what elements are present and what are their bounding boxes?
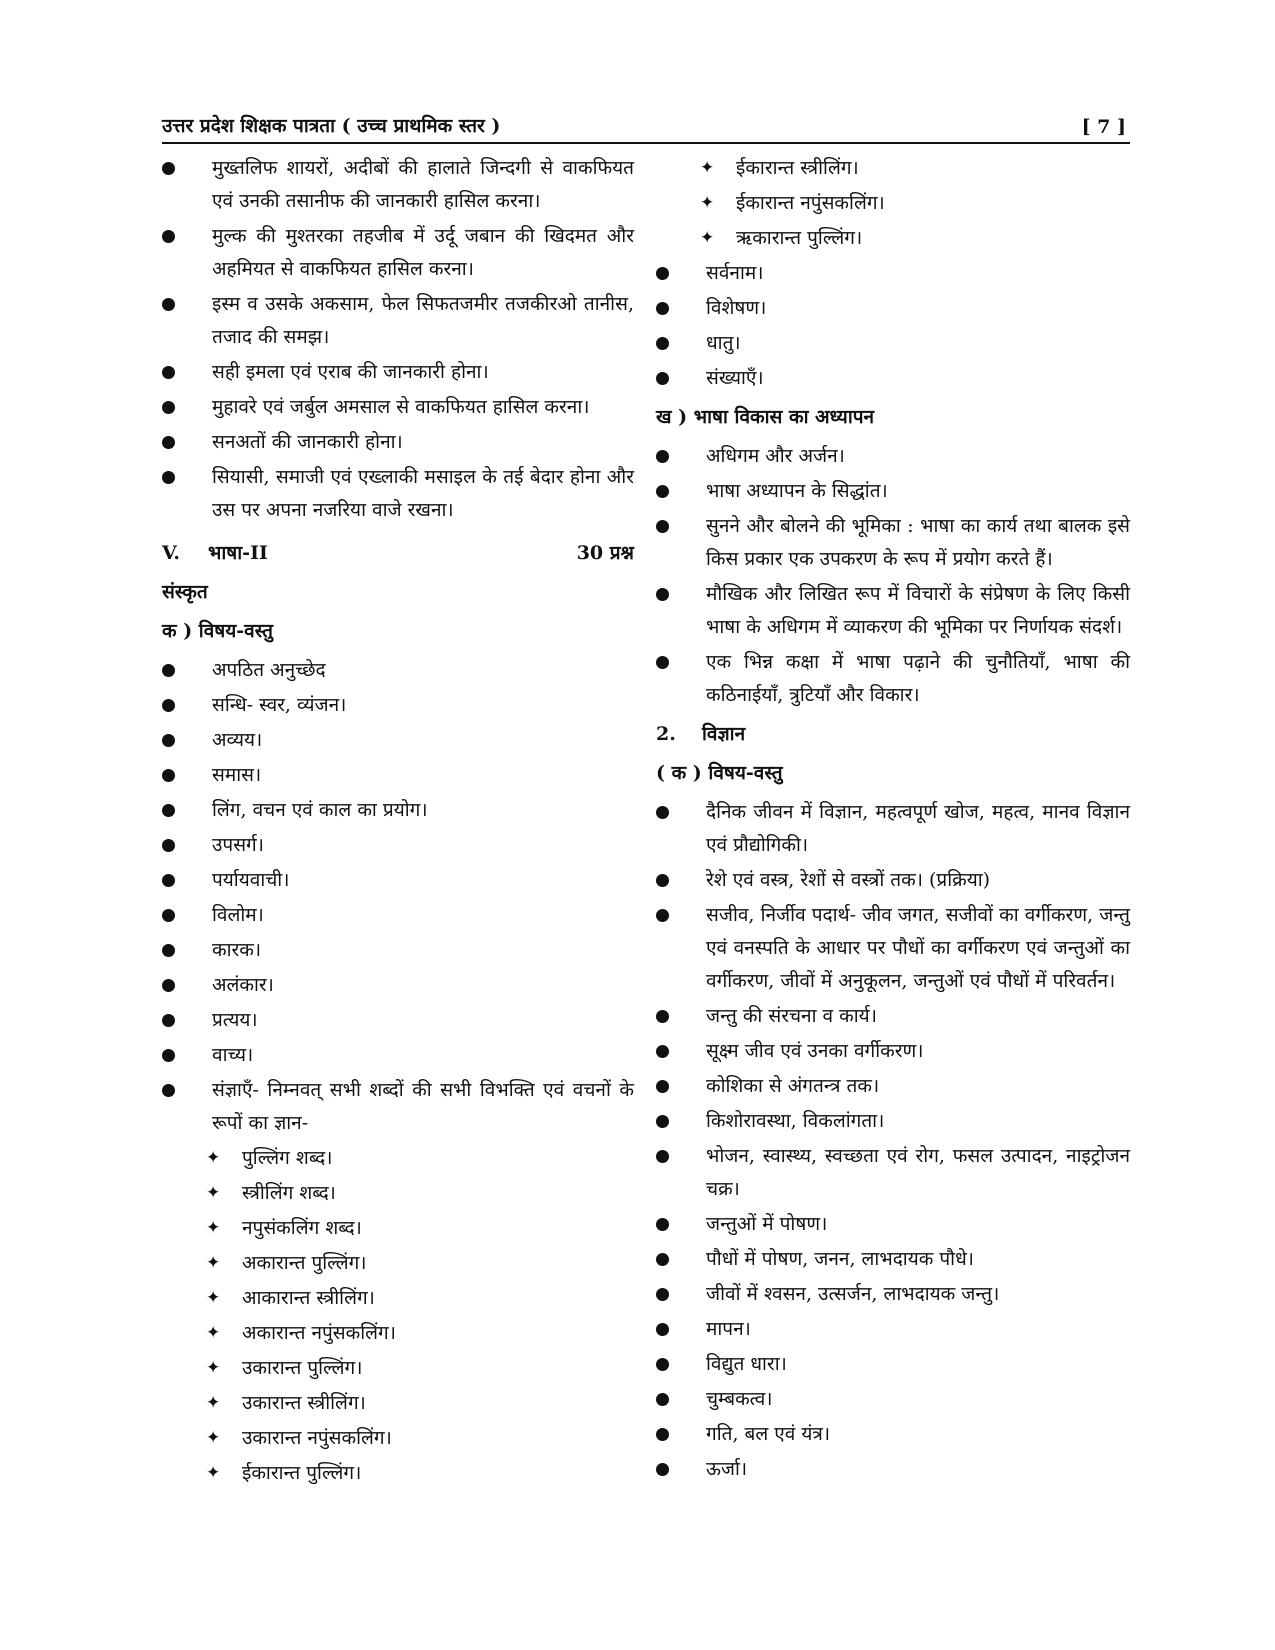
bullet-icon: [656, 646, 670, 679]
sub-list-item: ✦ ईकारान्त पुल्लिंग।: [162, 1457, 634, 1490]
list-item: भाषा अध्यापन के सिद्धांत।: [656, 475, 1130, 508]
bullet-icon: [162, 689, 176, 722]
list-item: कोशिका से अंगतन्त्र तक।: [656, 1070, 1130, 1103]
list-item: सनअतों की जानकारी होना।: [162, 426, 634, 459]
list-item: जन्तुओं में पोषण।: [656, 1208, 1130, 1241]
list-item: पौधों में पोषण, जनन, लाभदायक पौधे।: [656, 1243, 1130, 1276]
bullet-icon: [656, 1140, 670, 1173]
bullet-icon: [162, 759, 176, 792]
list-item: जीवों में श्वसन, उत्सर्जन, लाभदायक जन्तु।: [656, 1278, 1130, 1311]
list-item: सियासी, समाजी एवं एख्लाकी मसाइल के तई बेदार होना और उस पर अपना नजरिया वाजे रखना।: [162, 461, 634, 527]
sub-list-item: ✦ स्त्रीलिंग शब्द।: [162, 1177, 634, 1210]
science-title: विज्ञान: [702, 723, 746, 745]
list-item: एक भिन्न कक्षा में भाषा पढ़ाने की चुनौतियाँ, भाषा की कठिनाईयाँ, त्रुटियाँ और विकार।: [656, 646, 1130, 712]
list-item: सर्वनाम।: [656, 257, 1130, 290]
bullet-icon: [656, 1000, 670, 1033]
bullet-icon: [656, 1313, 670, 1346]
star-bullet-icon: ✦: [206, 1428, 221, 1448]
sub-list-item: ✦ उकारान्त नपुंसकलिंग।: [162, 1422, 634, 1455]
list-item: सुनने और बोलने की भूमिका : भाषा का कार्य तथा बालक इसे किस प्रकार एक उपकरण के रूप में प्रयोग करते हैं।: [656, 510, 1130, 576]
list-item: समास।: [162, 759, 634, 792]
bullet-icon: [656, 362, 670, 395]
star-bullet-icon: ✦: [206, 1288, 221, 1308]
list-item: चुम्बकत्व।: [656, 1383, 1130, 1416]
bullet-icon: [162, 461, 176, 494]
bullet-icon: [656, 1105, 670, 1138]
bullet-icon: [162, 1004, 176, 1037]
list-item: उपसर्ग।: [162, 829, 634, 862]
bullet-icon: [656, 1453, 670, 1486]
bullet-icon: [656, 292, 670, 325]
list-item: सूक्ष्म जीव एवं उनका वर्गीकरण।: [656, 1035, 1130, 1068]
bullet-icon: [656, 899, 670, 932]
science-heading: [656, 718, 1130, 751]
bullet-icon: [162, 829, 176, 862]
bullet-icon: [656, 1278, 670, 1311]
list-item: विलोम।: [162, 899, 634, 932]
star-bullet-icon: ✦: [206, 1148, 221, 1168]
list-item: ऊर्जा।: [656, 1453, 1130, 1486]
section-number: V.: [162, 542, 181, 564]
star-bullet-icon: ✦: [700, 228, 715, 248]
bullet-icon: [656, 440, 670, 473]
list-item: जन्तु की संरचना व कार्य।: [656, 1000, 1130, 1033]
right-column: [656, 152, 1130, 1488]
bullet-icon: [162, 220, 176, 253]
list-item: पर्यायवाची।: [162, 864, 634, 897]
section-count: 30 प्रश्न: [576, 542, 634, 564]
list-item: मुल्क की मुश्तरका तहजीब में उर्दू जबान की खिदमत और अहमियत से वाकफियत हासिल करना।: [162, 220, 634, 286]
left-column: [162, 152, 634, 1492]
list-item: मापन।: [656, 1313, 1130, 1346]
page-title: उत्तर प्रदेश शिक्षक पात्रता ( उच्च प्राथमिक स्तर ): [162, 115, 501, 137]
list-item: संख्याएँ।: [656, 362, 1130, 395]
bullet-icon: [162, 391, 176, 424]
sub-list-item: ✦ अकारान्त पुल्लिंग।: [162, 1247, 634, 1280]
star-bullet-icon: ✦: [206, 1323, 221, 1343]
list-item: मुहावरे एवं जर्बुल अमसाल से वाकफियत हासिल करना।: [162, 391, 634, 424]
bullet-icon: [162, 864, 176, 897]
star-bullet-icon: ✦: [700, 158, 715, 178]
list-item: धातु।: [656, 327, 1130, 360]
bullet-icon: [656, 864, 670, 897]
list-item: सन्धि- स्वर, व्यंजन।: [162, 689, 634, 722]
science-subheading: ( क ) विषय-वस्तु: [656, 762, 783, 784]
bullet-icon: [656, 1070, 670, 1103]
bullet-icon: [656, 1348, 670, 1381]
sub-list-item: ✦ अकारान्त नपुंसकलिंग।: [162, 1317, 634, 1350]
sub-list-item: ✦ ईकारान्त स्त्रीलिंग।: [656, 152, 1130, 185]
bullet-icon: [162, 426, 176, 459]
sub-list-item: ✦ उकारान्त पुल्लिंग।: [162, 1352, 634, 1385]
list-item: प्रत्यय।: [162, 1004, 634, 1037]
sub-list-item: ✦ पुल्लिंग शब्द।: [162, 1142, 634, 1175]
star-bullet-icon: ✦: [206, 1253, 221, 1273]
bullet-icon: [162, 288, 176, 321]
section-heading: [162, 537, 634, 570]
list-item: अलंकार।: [162, 969, 634, 1002]
bullet-icon: [162, 152, 176, 185]
bullet-icon: [162, 724, 176, 757]
list-item: दैनिक जीवन में विज्ञान, महत्वपूर्ण खोज, महत्व, मानव विज्ञान एवं प्रौद्योगिकी।: [656, 796, 1130, 862]
list-item: अधिगम और अर्जन।: [656, 440, 1130, 473]
list-item: इस्म व उसके अकसाम, फेल सिफतजमीर तजकीरओ तानीस, तजाद की समझ।: [162, 288, 634, 354]
list-item: गति, बल एवं यंत्र।: [656, 1418, 1130, 1451]
bullet-icon: [656, 1208, 670, 1241]
star-bullet-icon: ✦: [206, 1218, 221, 1238]
list-item: किशोरावस्था, विकलांगता।: [656, 1105, 1130, 1138]
bullet-icon: [162, 794, 176, 827]
sub-list-item: ✦ नपुसंकलिंग शब्द।: [162, 1212, 634, 1245]
list-item: अपठित अनुच्छेद: [162, 654, 634, 687]
list-item: रेशे एवं वस्त्र, रेशों से वस्त्रों तक। (प्रक्रिया): [656, 864, 1130, 897]
list-item: सजीव, निर्जीव पदार्थ- जीव जगत, सजीवों का वर्गीकरण, जन्तु एवं वनस्पति के आधार पर पौधों का वर्गीकरण एवं जन्तुओं का वर्गीकरण, जीवों में अनुकूलन, जन्तुओं एवं पौधों में परिवर्तन।: [656, 899, 1130, 998]
list-item: वाच्य।: [162, 1039, 634, 1072]
bullet-icon: [162, 1039, 176, 1072]
list-item: भोजन, स्वास्थ्य, स्वच्छता एवं रोग, फसल उत्पादन, नाइट्रोजन चक्र।: [656, 1140, 1130, 1206]
bullet-icon: [162, 899, 176, 932]
list-item: कारक।: [162, 934, 634, 967]
star-bullet-icon: ✦: [206, 1358, 221, 1378]
bullet-icon: [656, 327, 670, 360]
pedagogy-heading: ख ) भाषा विकास का अध्यापन: [656, 406, 875, 428]
bullet-icon: [656, 796, 670, 829]
list-item: अव्यय।: [162, 724, 634, 757]
list-item: सही इमला एवं एराब की जानकारी होना।: [162, 356, 634, 389]
subject-subheading: क ) विषय-वस्तु: [162, 620, 273, 642]
list-item: मुख्तलिफ शायरों, अदीबों की हालाते जिन्दगी से वाकफियत एवं उनकी तसानीफ की जानकारी हासिल करना।: [162, 152, 634, 218]
bullet-icon: [162, 654, 176, 687]
section-title: भाषा-II: [208, 542, 268, 564]
bullet-icon: [656, 257, 670, 290]
star-bullet-icon: ✦: [206, 1393, 221, 1413]
list-item: मौखिक और लिखित रूप में विचारों के संप्रेषण के लिए किसी भाषा के अधिगम में व्याकरण की भूमिका पर निर्णायक संदर्श।: [656, 578, 1130, 644]
bullet-icon: [162, 934, 176, 967]
list-item: संज्ञाएँ- निम्नवत् सभी शब्दों की सभी विभक्ति एवं वचनों के रूपों का ज्ञान-: [162, 1074, 634, 1140]
star-bullet-icon: ✦: [206, 1463, 221, 1483]
list-item: लिंग, वचन एवं काल का प्रयोग।: [162, 794, 634, 827]
bullet-icon: [162, 969, 176, 1002]
sub-list-item: ✦ आकारान्त स्त्रीलिंग।: [162, 1282, 634, 1315]
page-header: [162, 112, 1130, 144]
bullet-icon: [656, 1035, 670, 1068]
bullet-icon: [162, 1074, 176, 1107]
science-number: 2.: [656, 723, 676, 745]
bullet-icon: [656, 578, 670, 611]
bullet-icon: [656, 1418, 670, 1451]
star-bullet-icon: ✦: [206, 1183, 221, 1203]
list-item: विद्युत धारा।: [656, 1348, 1130, 1381]
sub-list-item: ✦ उकारान्त स्त्रीलिंग।: [162, 1387, 634, 1420]
sub-list-item: ✦ ऋकारान्त पुल्लिंग।: [656, 222, 1130, 255]
sub-list-item: ✦ ईकारान्त नपुंसकलिंग।: [656, 187, 1130, 220]
bullet-icon: [656, 1243, 670, 1276]
bullet-icon: [656, 510, 670, 543]
bullet-icon: [162, 356, 176, 389]
bullet-icon: [656, 475, 670, 508]
sanskrit-heading: संस्कृत: [162, 581, 208, 603]
bullet-icon: [656, 1383, 670, 1416]
page-number: [ 7 ]: [1081, 116, 1126, 138]
list-item: विशेषण।: [656, 292, 1130, 325]
star-bullet-icon: ✦: [700, 193, 715, 213]
